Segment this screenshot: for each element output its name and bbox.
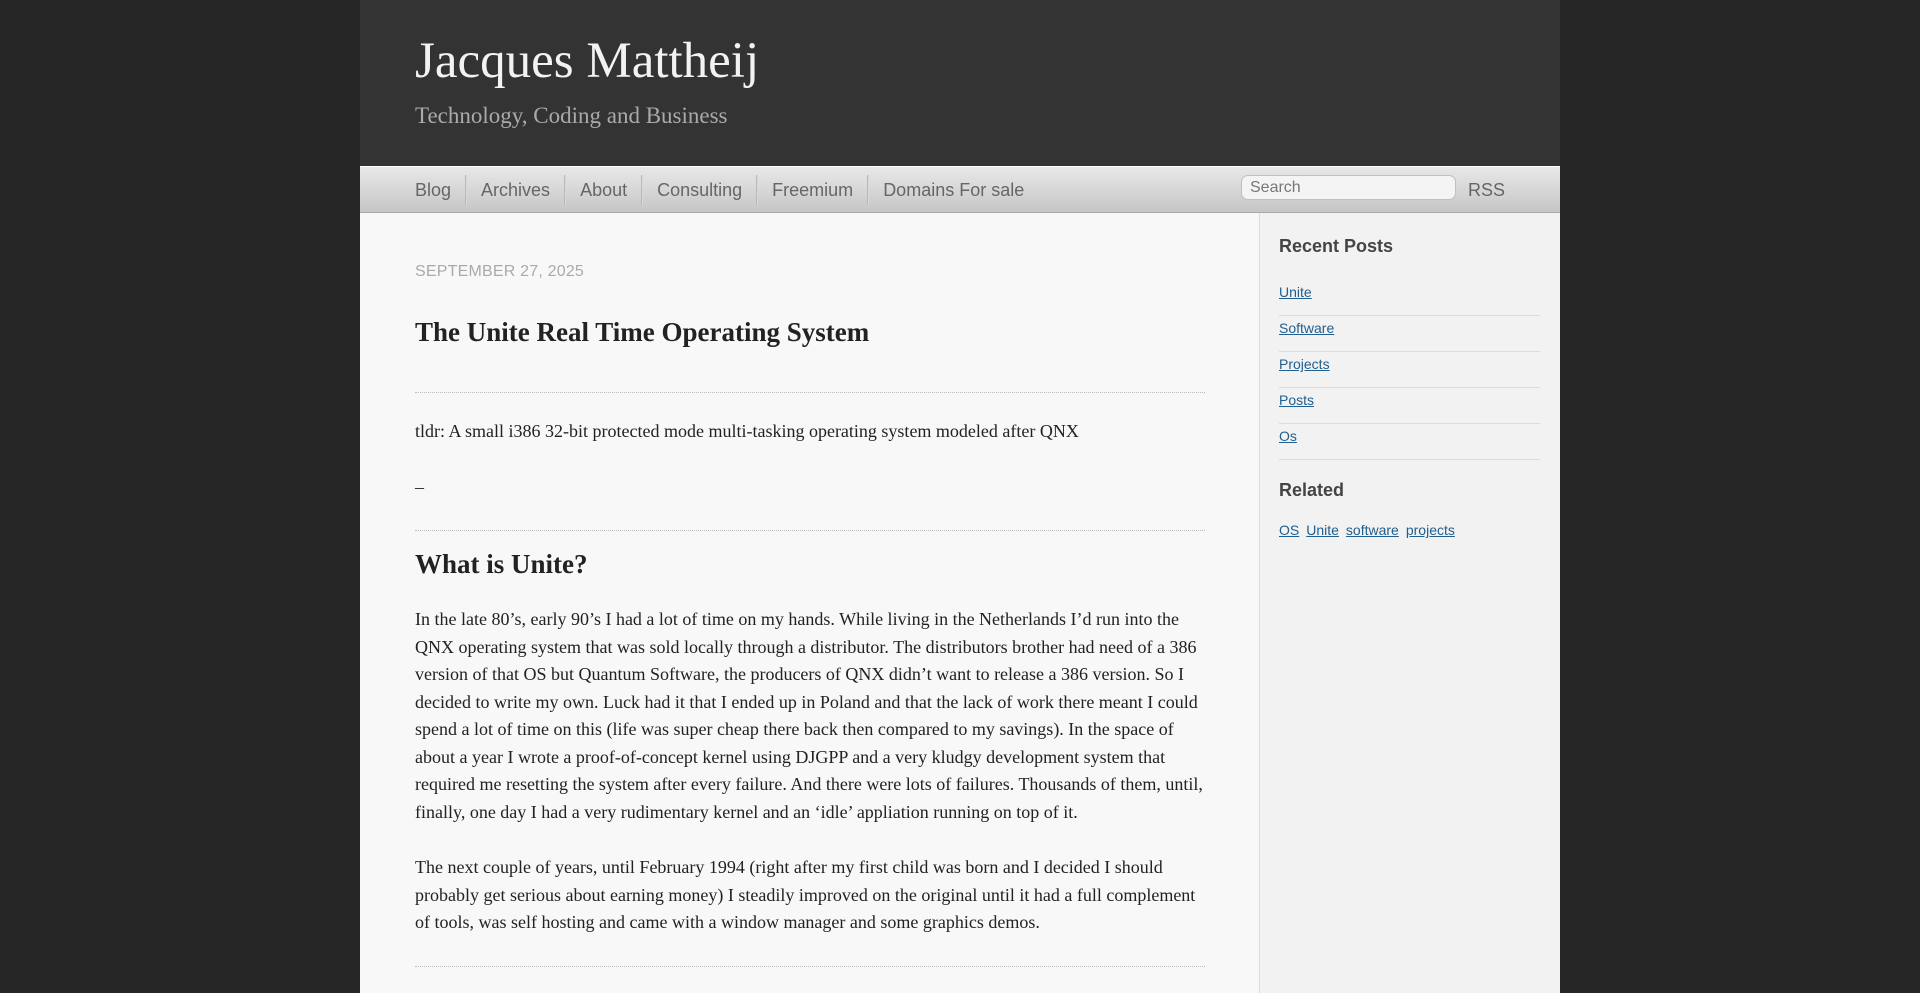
site-header bbox=[360, 0, 1560, 166]
search-input[interactable] bbox=[1241, 175, 1456, 200]
related-heading: Related bbox=[1279, 480, 1345, 500]
list-item bbox=[1279, 353, 1540, 388]
recent-posts-heading: Recent Posts bbox=[1279, 236, 1394, 256]
recent-posts-list bbox=[1279, 281, 1540, 461]
nav-item-about[interactable]: About bbox=[565, 175, 642, 205]
recent-post-link-unite[interactable]: Unite bbox=[1279, 284, 1312, 300]
tag-link-os[interactable]: OS bbox=[1279, 522, 1300, 538]
tag-link-projects[interactable]: projects bbox=[1405, 522, 1455, 538]
main-navigation bbox=[360, 166, 1560, 213]
post-title: The Unite Real Time Operating System bbox=[415, 317, 870, 347]
sidebar bbox=[1259, 213, 1560, 993]
related-tags bbox=[1279, 522, 1458, 540]
site-subtitle: Technology, Coding and Business bbox=[415, 103, 728, 128]
post-date: SEPTEMBER 27, 2025 bbox=[415, 263, 585, 280]
section-heading: What is Unite? bbox=[415, 549, 588, 579]
recent-post-link-os[interactable]: Os bbox=[1279, 428, 1297, 444]
body-paragraph: The next couple of years, until February 1994 (right after my first child was born and I decided I should probably get serious about earning money) I steadily improved on the original until it had a full complement of tools, was self hosting and came with a window manager and some graphics demos. bbox=[415, 857, 1196, 932]
dash-paragraph: – bbox=[415, 477, 424, 497]
site-title[interactable]: Jacques Mattheij bbox=[415, 33, 760, 89]
main-content bbox=[360, 213, 1259, 993]
recent-post-link-software[interactable]: Software bbox=[1279, 320, 1335, 336]
page-container bbox=[360, 0, 1560, 993]
nav-item-blog[interactable]: Blog bbox=[415, 175, 466, 205]
divider bbox=[415, 966, 1205, 967]
body-paragraph: In the late 80’s, early 90’s I had a lot of time on my hands. While living in the Netherlands I’d run into the QNX operating system that was sold locally through a distributor. The distributors brother had need of a 386 version of that OS but Quantum Software, the producers of QNX didn’t want to release a 386 version. So I decided to write my own. Luck had it that I ended up in Poland and that the lack of work there meant I could spend a lot of time on this (life was super cheap there back then compared to my savings). In the space of about a year I wrote a proof-of-concept kernel using DJGPP and a very kludgy development system that required me resetting the system after every failure. And there were lots of failures. Thousands of them, until, finally, one day I had a very rudimentary kernel and an ‘idle’ appliation running on top of it. bbox=[415, 609, 1203, 822]
rss-link[interactable]: RSS bbox=[1468, 180, 1506, 200]
nav-item-consulting[interactable]: Consulting bbox=[642, 175, 757, 205]
recent-post-link-projects[interactable]: Projects bbox=[1279, 356, 1330, 372]
divider bbox=[415, 530, 1205, 531]
list-item bbox=[1279, 281, 1540, 316]
list-item bbox=[1279, 317, 1540, 352]
tag-link-software[interactable]: software bbox=[1345, 522, 1399, 538]
list-item bbox=[1279, 389, 1540, 424]
tldr-paragraph: tldr: A small i386 32-bit protected mode multi-tasking operating system modeled after QNX bbox=[415, 421, 1079, 441]
list-item bbox=[1279, 425, 1540, 460]
nav-item-domains-for-sale[interactable]: Domains For sale bbox=[868, 175, 1038, 205]
tag-link-unite[interactable]: Unite bbox=[1306, 522, 1339, 538]
nav-item-archives[interactable]: Archives bbox=[466, 175, 565, 205]
nav-menu bbox=[415, 167, 1038, 213]
divider bbox=[415, 392, 1205, 393]
recent-post-link-posts[interactable]: Posts bbox=[1279, 392, 1315, 408]
nav-item-freemium[interactable]: Freemium bbox=[757, 175, 868, 205]
